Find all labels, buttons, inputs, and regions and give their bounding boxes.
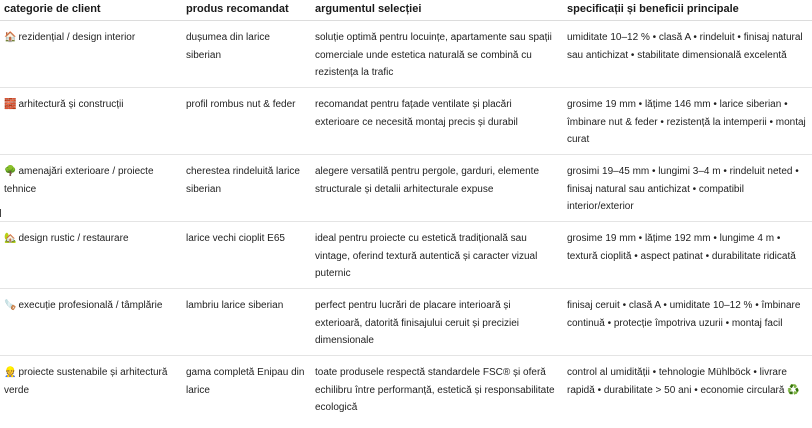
- house-icon: 🏠: [4, 32, 17, 43]
- product-cell: cherestea rindeluită larice siberian: [182, 155, 311, 222]
- table-row: [0, 222, 812, 289]
- specs-cell: finisaj ceruit • clasă A • umiditate 10–12 % • îmbinare continuă • protecție împotriva uzurii • montaj facil: [563, 289, 812, 356]
- product-cell: profil rombus nut & feder: [182, 88, 311, 155]
- argument-cell: ideal pentru proiecte cu estetică tradițională sau vintage, oferind textură autentică și caracter vizual puternic: [311, 222, 563, 289]
- table-row: [0, 155, 812, 222]
- specs-cell: grosime 19 mm • lățime 146 mm • larice siberian • îmbinare nut & feder • rezistență la intemperii • montaj curat: [563, 88, 812, 155]
- category-cell: [0, 21, 182, 88]
- category-cell: [0, 222, 182, 289]
- specs-cell: control al umidității • tehnologie Mühlböck • livrare rapidă • durabilitate > 50 ani • economie circulară ♻️: [567, 367, 800, 396]
- category-cell: [0, 356, 182, 423]
- product-cell: lambriu larice siberian: [182, 289, 311, 356]
- product-cell: gama completă Enipau din larice: [186, 367, 305, 396]
- worker-icon: 👷: [4, 367, 17, 378]
- specs-cell: umiditate 10–12 % • clasă A • rindeluit • finisaj natural sau antichizat • stabilitate dimensională excelentă: [563, 21, 812, 88]
- argument-cell: alegere versatilă pentru pergole, garduri, elemente structurale și detalii arhitecturale expuse: [311, 155, 563, 222]
- specs-cell: grosime 19 mm • lățime 192 mm • lungime 4 m • textură cioplită • aspect patinat • durabilitate ridicată: [563, 222, 812, 289]
- category-cell: [0, 88, 182, 155]
- argument-cell: toate produsele respectă standardele FSC® și oferă echilibru între performanță, estetică și responsabilitate ecologică: [315, 367, 555, 413]
- argument-cell: recomandat pentru fațade ventilate și placări exterioare ce necesită montaj precis și durabil: [311, 88, 563, 155]
- header-categorie: categorie de client: [0, 0, 182, 21]
- category-cell: [0, 289, 182, 356]
- text-cursor: [0, 209, 1, 217]
- table-row: [0, 356, 812, 423]
- category-label: design rustic / restaurare: [18, 233, 129, 244]
- tree-icon: 🌳: [4, 166, 17, 177]
- category-label: arhitectură și construcții: [18, 99, 124, 110]
- category-cell: [0, 155, 182, 222]
- header-argument: argumentul selecției: [311, 0, 563, 21]
- saw-icon: 🪚: [4, 300, 17, 311]
- table-header-row: [0, 0, 812, 21]
- argument-cell: perfect pentru lucrări de placare interioară și exterioară, datorită finisajului ceruit și preciziei dimensionale: [311, 289, 563, 356]
- category-label: rezidențial / design interior: [18, 32, 136, 43]
- category-label: execuție profesională / tâmplărie: [18, 300, 163, 311]
- table-row: [0, 289, 812, 356]
- product-cell: dușumea din larice siberian: [182, 21, 311, 88]
- house-garden-icon: 🏡: [4, 233, 17, 244]
- brick-icon: 🧱: [4, 99, 17, 110]
- table-row: [0, 21, 812, 88]
- category-label: amenajări exterioare / proiecte tehnice: [4, 166, 154, 195]
- header-specificatii: specificații și beneficii principale: [563, 0, 812, 21]
- category-label: proiecte sustenabile și arhitectură verde: [4, 367, 168, 396]
- product-cell: larice vechi cioplit E65: [182, 222, 311, 289]
- header-produs: produs recomandat: [182, 0, 311, 21]
- specs-cell: grosimi 19–45 mm • lungimi 3–4 m • rindeluit neted • finisaj natural sau antichizat • compatibil interior/exterior: [563, 155, 812, 222]
- argument-cell: soluție optimă pentru locuințe, apartamente sau spații comerciale unde estetica naturală se combină cu rezistența la trafic: [311, 21, 563, 88]
- table-row: [0, 88, 812, 155]
